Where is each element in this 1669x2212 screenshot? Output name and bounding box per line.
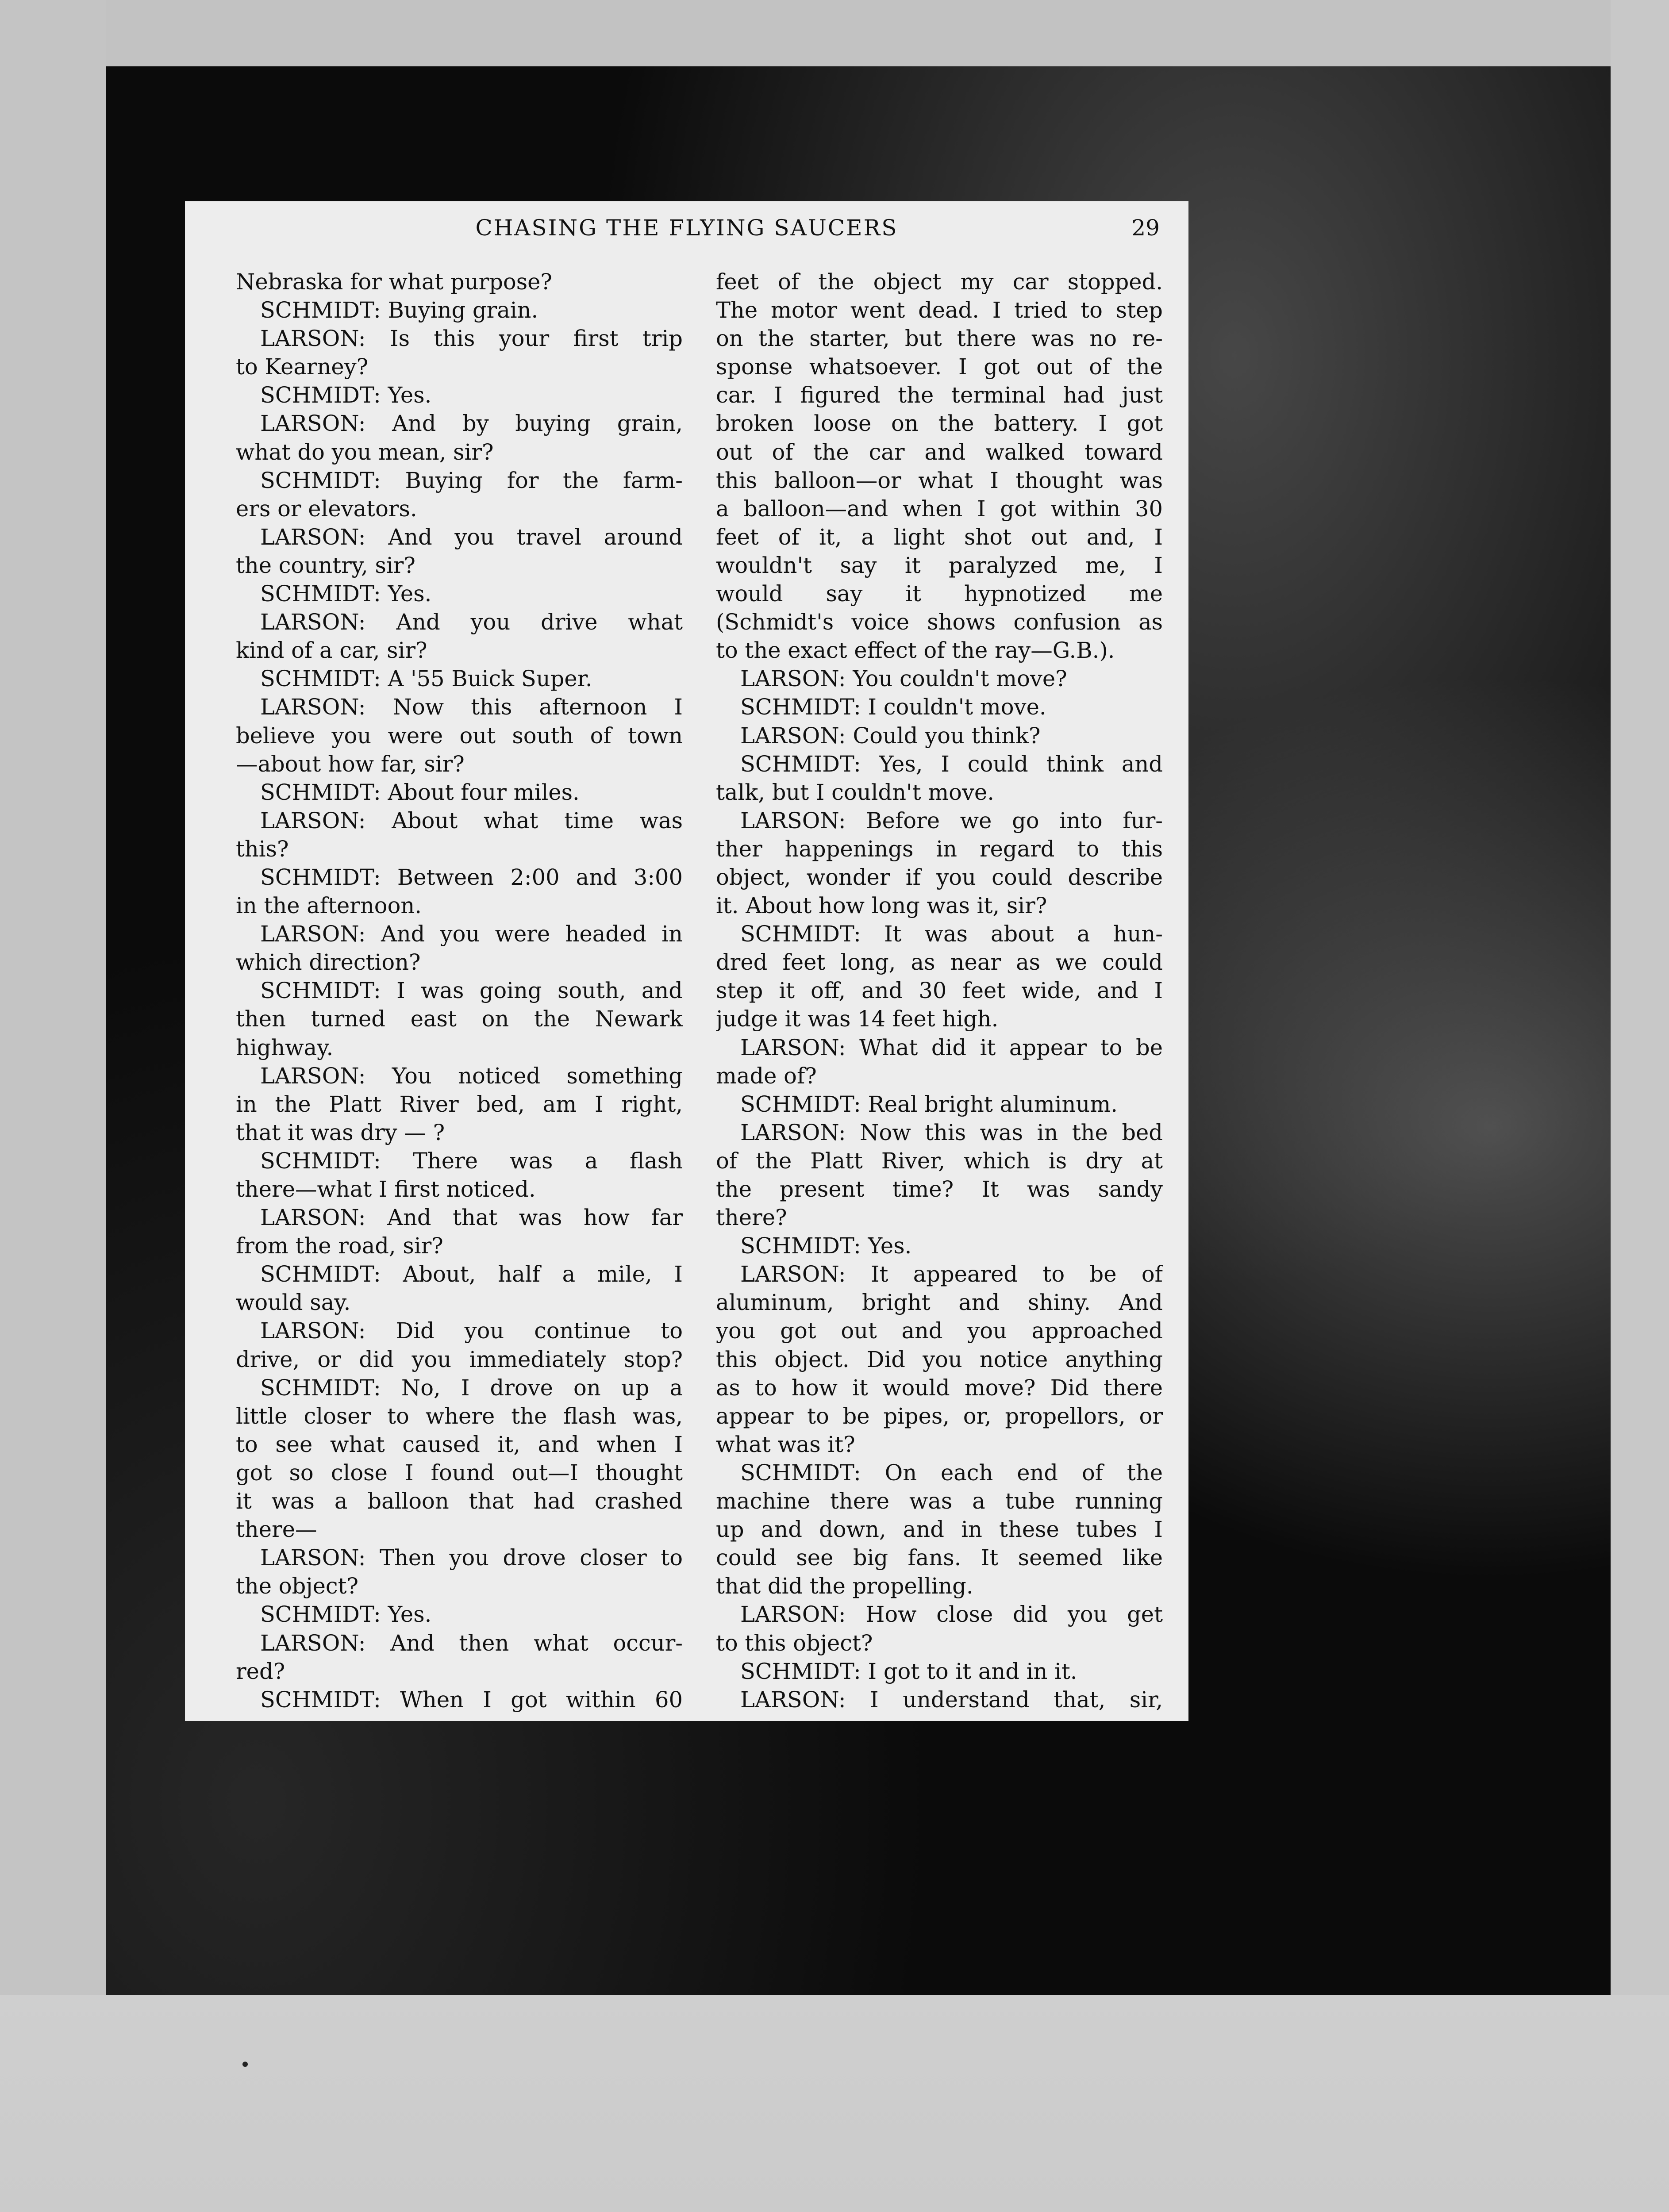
text-line: LARSON: Now this was in the bed <box>740 1119 1163 1145</box>
left-text-column <box>236 268 683 1714</box>
text-line: SCHMIDT: Real bright aluminum. <box>740 1091 1118 1117</box>
text-line: the country, sir? <box>236 552 415 578</box>
film-border-left <box>0 0 106 1995</box>
text-line: sponse whatsoever. I got out of the <box>716 354 1163 380</box>
text-line: as to how it would move? Did there <box>716 1375 1163 1401</box>
text-line: talk, but I couldn't move. <box>716 779 994 805</box>
text-line: SCHMIDT: When I got within 60 <box>260 1686 683 1713</box>
text-line: ther happenings in regard to this <box>716 836 1163 862</box>
text-line: LARSON: You couldn't move? <box>740 666 1067 692</box>
right-text-column <box>716 268 1163 1714</box>
text-line: Nebraska for what purpose? <box>236 269 552 295</box>
text-line: SCHMIDT: It was about a hun- <box>740 921 1163 947</box>
text-line: SCHMIDT: Buying grain. <box>260 297 538 323</box>
text-line: SCHMIDT: I couldn't move. <box>740 694 1046 720</box>
text-line: LARSON: About what time was <box>260 807 683 833</box>
text-line: which direction? <box>236 949 421 975</box>
text-line: what was it? <box>716 1431 855 1457</box>
text-line: to this object? <box>716 1630 873 1656</box>
text-line: made of? <box>716 1063 817 1089</box>
text-line: appear to be pipes, or, propellors, or <box>716 1403 1163 1429</box>
text-line: SCHMIDT: Yes. <box>260 382 432 408</box>
text-line: SCHMIDT: About, half a mile, I <box>260 1261 683 1287</box>
text-line: LARSON: Could you think? <box>740 722 1041 749</box>
text-line: the present time? It was sandy <box>716 1176 1163 1202</box>
text-line: LARSON: Did you continue to <box>260 1318 683 1344</box>
text-line: wouldn't say it paralyzed me, I <box>716 552 1163 578</box>
text-line: out of the car and walked toward <box>716 439 1163 465</box>
text-line: SCHMIDT: There was a flash <box>260 1148 683 1174</box>
text-line: from the road, sir? <box>236 1233 443 1259</box>
text-line: LARSON: Now this afternoon I <box>260 694 683 720</box>
text-line: it was a balloon that had crashed <box>236 1488 683 1514</box>
text-line: what do you mean, sir? <box>236 439 494 465</box>
text-line: broken loose on the battery. I got <box>716 411 1163 437</box>
text-line: —about how far, sir? <box>236 751 465 777</box>
text-line: on the starter, but there was no re- <box>716 326 1163 352</box>
text-line: SCHMIDT: Yes. <box>740 1233 912 1259</box>
text-line: drive, or did you immediately stop? <box>236 1346 683 1372</box>
text-line: SCHMIDT: I was going south, and <box>260 978 683 1004</box>
text-line: got so close I found out—I thought <box>236 1459 683 1486</box>
text-line: you got out and you approached <box>716 1318 1163 1344</box>
text-line: SCHMIDT: I got to it and in it. <box>740 1658 1077 1684</box>
text-line: dred feet long, as near as we could <box>716 949 1163 975</box>
text-line: ers or elevators. <box>236 495 417 522</box>
text-line: of the Platt River, which is dry at <box>716 1148 1163 1174</box>
text-line: the object? <box>236 1573 359 1599</box>
film-border-bottom <box>0 1995 1669 2212</box>
text-line: LARSON: I understand that, sir, <box>740 1686 1163 1713</box>
text-line: SCHMIDT: On each end of the <box>740 1459 1163 1486</box>
text-line: there—what I first noticed. <box>236 1176 536 1202</box>
text-line: SCHMIDT: Yes. <box>260 581 432 607</box>
text-line: machine there was a tube running <box>716 1488 1163 1514</box>
text-line: SCHMIDT: Between 2:00 and 3:00 <box>260 864 683 890</box>
text-line: SCHMIDT: A '55 Buick Super. <box>260 666 592 692</box>
text-line: SCHMIDT: About four miles. <box>260 779 580 805</box>
text-line: LARSON: And you travel around <box>260 524 683 550</box>
text-line: that it was dry — ? <box>236 1119 445 1145</box>
text-line: LARSON: And you were headed in <box>260 921 683 947</box>
text-line: to see what caused it, and when I <box>236 1431 683 1457</box>
text-line: feet of the object my car stopped. <box>716 269 1163 295</box>
text-line: that did the propelling. <box>716 1573 973 1599</box>
book-page-clipping <box>185 201 1188 1721</box>
text-line: SCHMIDT: Buying for the farm- <box>260 467 683 493</box>
text-line: (Schmidt's voice shows confusion as <box>716 609 1163 635</box>
text-line: would say. <box>236 1290 351 1316</box>
text-line: LARSON: And then what occur- <box>260 1630 683 1656</box>
text-line: in the afternoon. <box>236 893 422 919</box>
text-line: LARSON: Is this your first trip <box>260 326 683 352</box>
text-line: The motor went dead. I tried to step <box>716 297 1163 323</box>
film-border-right <box>1611 0 1669 1995</box>
text-line: LARSON: Before we go into fur- <box>740 807 1163 833</box>
text-line: to the exact effect of the ray—G.B.). <box>716 637 1115 664</box>
text-line: it. About how long was it, sir? <box>716 893 1047 919</box>
text-line: this object. Did you notice anything <box>716 1346 1163 1372</box>
text-line: a balloon—and when I got within 30 <box>716 495 1163 522</box>
text-line: in the Platt River bed, am I right, <box>236 1091 683 1117</box>
text-line: red? <box>236 1658 285 1684</box>
text-line: step it off, and 30 feet wide, and I <box>716 978 1163 1004</box>
text-line: feet of it, a light shot out and, I <box>716 524 1163 550</box>
text-line: this? <box>236 836 289 862</box>
text-line: there? <box>716 1205 787 1231</box>
text-line: little closer to where the flash was, <box>236 1403 683 1429</box>
text-line: up and down, and in these tubes I <box>716 1517 1163 1543</box>
text-line: LARSON: It appeared to be of <box>740 1261 1163 1287</box>
text-line: kind of a car, sir? <box>236 637 427 664</box>
text-line: SCHMIDT: Yes. <box>260 1601 432 1628</box>
text-line: believe you were out south of town <box>236 722 683 749</box>
text-line: LARSON: How close did you get <box>740 1601 1163 1628</box>
text-line: could see big fans. It seemed like <box>716 1545 1163 1571</box>
text-line: SCHMIDT: No, I drove on up a <box>260 1375 683 1401</box>
text-line: judge it was 14 feet high. <box>716 1006 999 1032</box>
text-line: LARSON: And you drive what <box>260 609 683 635</box>
text-line: LARSON: What did it appear to be <box>740 1034 1163 1060</box>
text-line: aluminum, bright and shiny. And <box>716 1290 1163 1316</box>
text-line: LARSON: You noticed something <box>260 1063 683 1089</box>
text-line: car. I figured the terminal had just <box>716 382 1163 408</box>
text-line: object, wonder if you could describe <box>716 864 1163 890</box>
running-head <box>185 215 1188 241</box>
text-line: LARSON: Then you drove closer to <box>260 1545 683 1571</box>
running-title: CHASING THE FLYING SAUCERS <box>475 215 898 241</box>
text-line: there— <box>236 1517 317 1543</box>
text-line: highway. <box>236 1034 334 1060</box>
text-line: then turned east on the Newark <box>236 1006 683 1032</box>
text-line: to Kearney? <box>236 354 369 380</box>
page-number: 29 <box>1131 215 1160 241</box>
film-speck <box>242 2062 248 2067</box>
text-line: LARSON: And that was how far <box>260 1205 683 1231</box>
text-line: LARSON: And by buying grain, <box>260 411 683 437</box>
text-line: would say it hypnotized me <box>716 581 1163 607</box>
text-line: SCHMIDT: Yes, I could think and <box>740 751 1163 777</box>
text-line: this balloon—or what I thought was <box>716 467 1163 493</box>
film-border-top <box>0 0 1669 66</box>
